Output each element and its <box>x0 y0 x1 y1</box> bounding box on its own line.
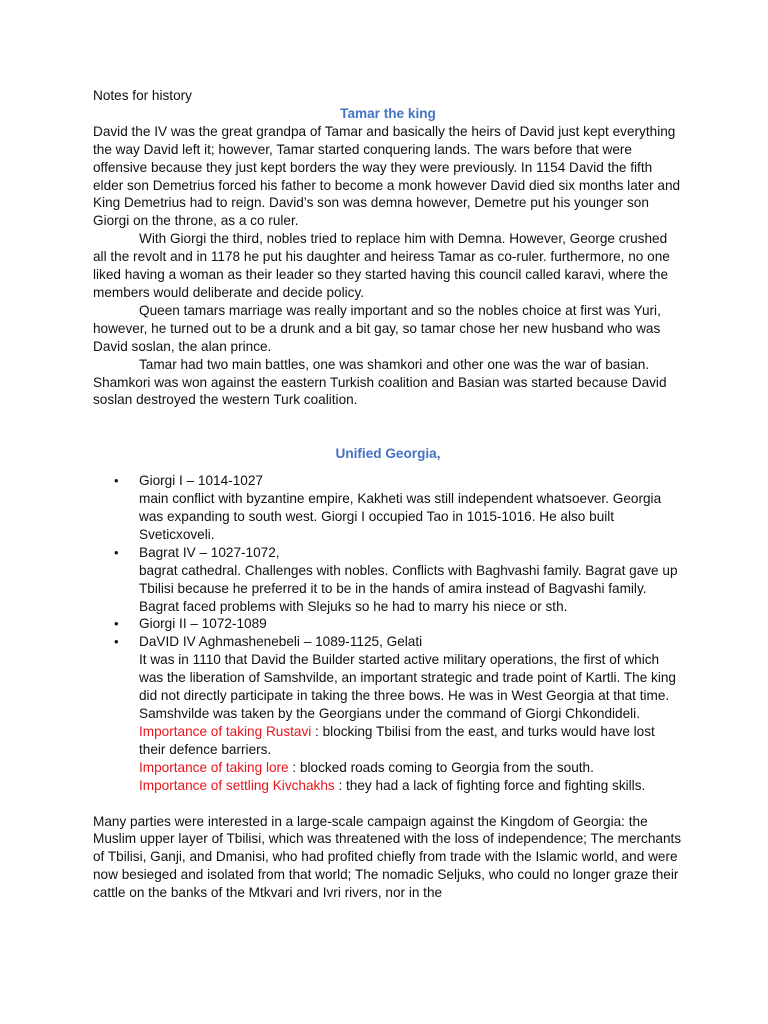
importance-text: : blocking Tbilisi from the east, and turks would have lost their defence barriers. <box>139 723 655 757</box>
list-item <box>93 544 683 616</box>
importance-note <box>139 723 683 759</box>
importance-label: Importance of taking lore <box>139 759 289 775</box>
list-item <box>93 633 683 794</box>
importance-note <box>139 777 683 795</box>
paragraph: With Giorgi the third, nobles tried to replace him with Demna. However, George crushed all the revolt and in 1178 he put his daughter and heiress Tamar as co-ruler. furthermore, no one liked having a woman as their leader so they started having this council called karavi, where the members would deliberate and decide policy. <box>93 231 670 300</box>
document-body <box>93 87 683 902</box>
importance-label: Importance of settling Kivchakhs <box>139 777 335 793</box>
list-item-title: Bagrat IV – 1027-1072, <box>139 544 280 560</box>
list-item-text: main conflict with byzantine empire, Kakheti was still independent whatsoever. Georgia was expanding to south west. Giorgi I occupied Tao in 1015-1016. He also built Sveticxoveli. <box>139 491 662 542</box>
bullet-icon: • <box>114 634 119 650</box>
bullet-icon: • <box>114 616 119 632</box>
importance-note <box>139 759 683 777</box>
list-item-text: bagrat cathedral. Challenges with nobles. Conflicts with Baghvashi family. Bagrat gave up Tbilisi because he preferred it to be in the hands of amira instead of Bagvashi family. Bagrat faced problems with Slejuks so he had to marry his niece or sth. <box>139 562 678 614</box>
list-item-title: DaVID IV Aghmashenebeli – 1089-1125, Gelati <box>139 634 423 650</box>
list-item-title: Giorgi II – 1072-1089 <box>139 616 267 632</box>
list-item-title: Giorgi I – 1014-1027 <box>139 473 263 489</box>
importance-text: : they had a lack of fighting force and fighting skills. <box>334 777 646 793</box>
closing-paragraph: Many parties were interested in a large-scale campaign against the Kingdom of Georgia: the Muslim upper layer of Tbilisi, which was threatened with the loss of independence; The merchants of Tbilisi, Ganji, and Dmanisi, who had profited chiefly from trade with the Islamic world, and were now besieged and isolated from that world; The nomadic Seljuks, who could no longer graze their cattle on the banks of the Mtkvari and Ivri rivers, nor in the <box>93 813 682 901</box>
importance-text: : blocked roads coming to Georgia from the south. <box>288 759 594 775</box>
notes-title: Notes for history <box>93 88 192 103</box>
paragraph: David the IV was the great grandpa of Tamar and basically the heirs of David just kept everything the way David left it; however, Tamar started conquering lands. The wars before that were offensive because they just kept borders the way they were previously. In 1154 David the fifth elder son Demetrius forced his father to become a monk however David died six months later and King Demetrius had to reign. David’s son was demna however, Demetre put his younger son Giorgi on the throne, as a co ruler. <box>93 123 681 229</box>
bullet-icon: • <box>114 473 119 489</box>
list-item <box>93 472 683 544</box>
list-item <box>93 615 683 633</box>
section-heading-tamar: Tamar the king <box>340 105 436 121</box>
importance-label: Importance of taking Rustavi <box>139 723 312 739</box>
paragraph: Queen tamars marriage was really important and so the nobles choice at first was Yuri, however, he turned out to be a drunk and a bit gay, so tamar chose her new husband who was David soslan, the alan prince. <box>93 302 661 354</box>
list-item-text: It was in 1110 that David the Builder started active military operations, the first of which was the liberation of Samshvilde, an important strategic and trade point of Kartli. The king did not directly participate in taking the three bows. He was in West Georgia at that time. Samshvilde was taken by the Georgians under the command of Giorgi Chkondideli. <box>139 652 676 721</box>
paragraph: Tamar had two main battles, one was shamkori and other one was the war of basian. Shamkori was won against the eastern Turkish coalition and Basian was started because David soslan destroyed the western Turk coalition. <box>93 356 667 408</box>
kings-list <box>93 472 683 794</box>
section-heading-unified-georgia: Unified Georgia, <box>335 446 441 462</box>
bullet-icon: • <box>114 544 119 560</box>
